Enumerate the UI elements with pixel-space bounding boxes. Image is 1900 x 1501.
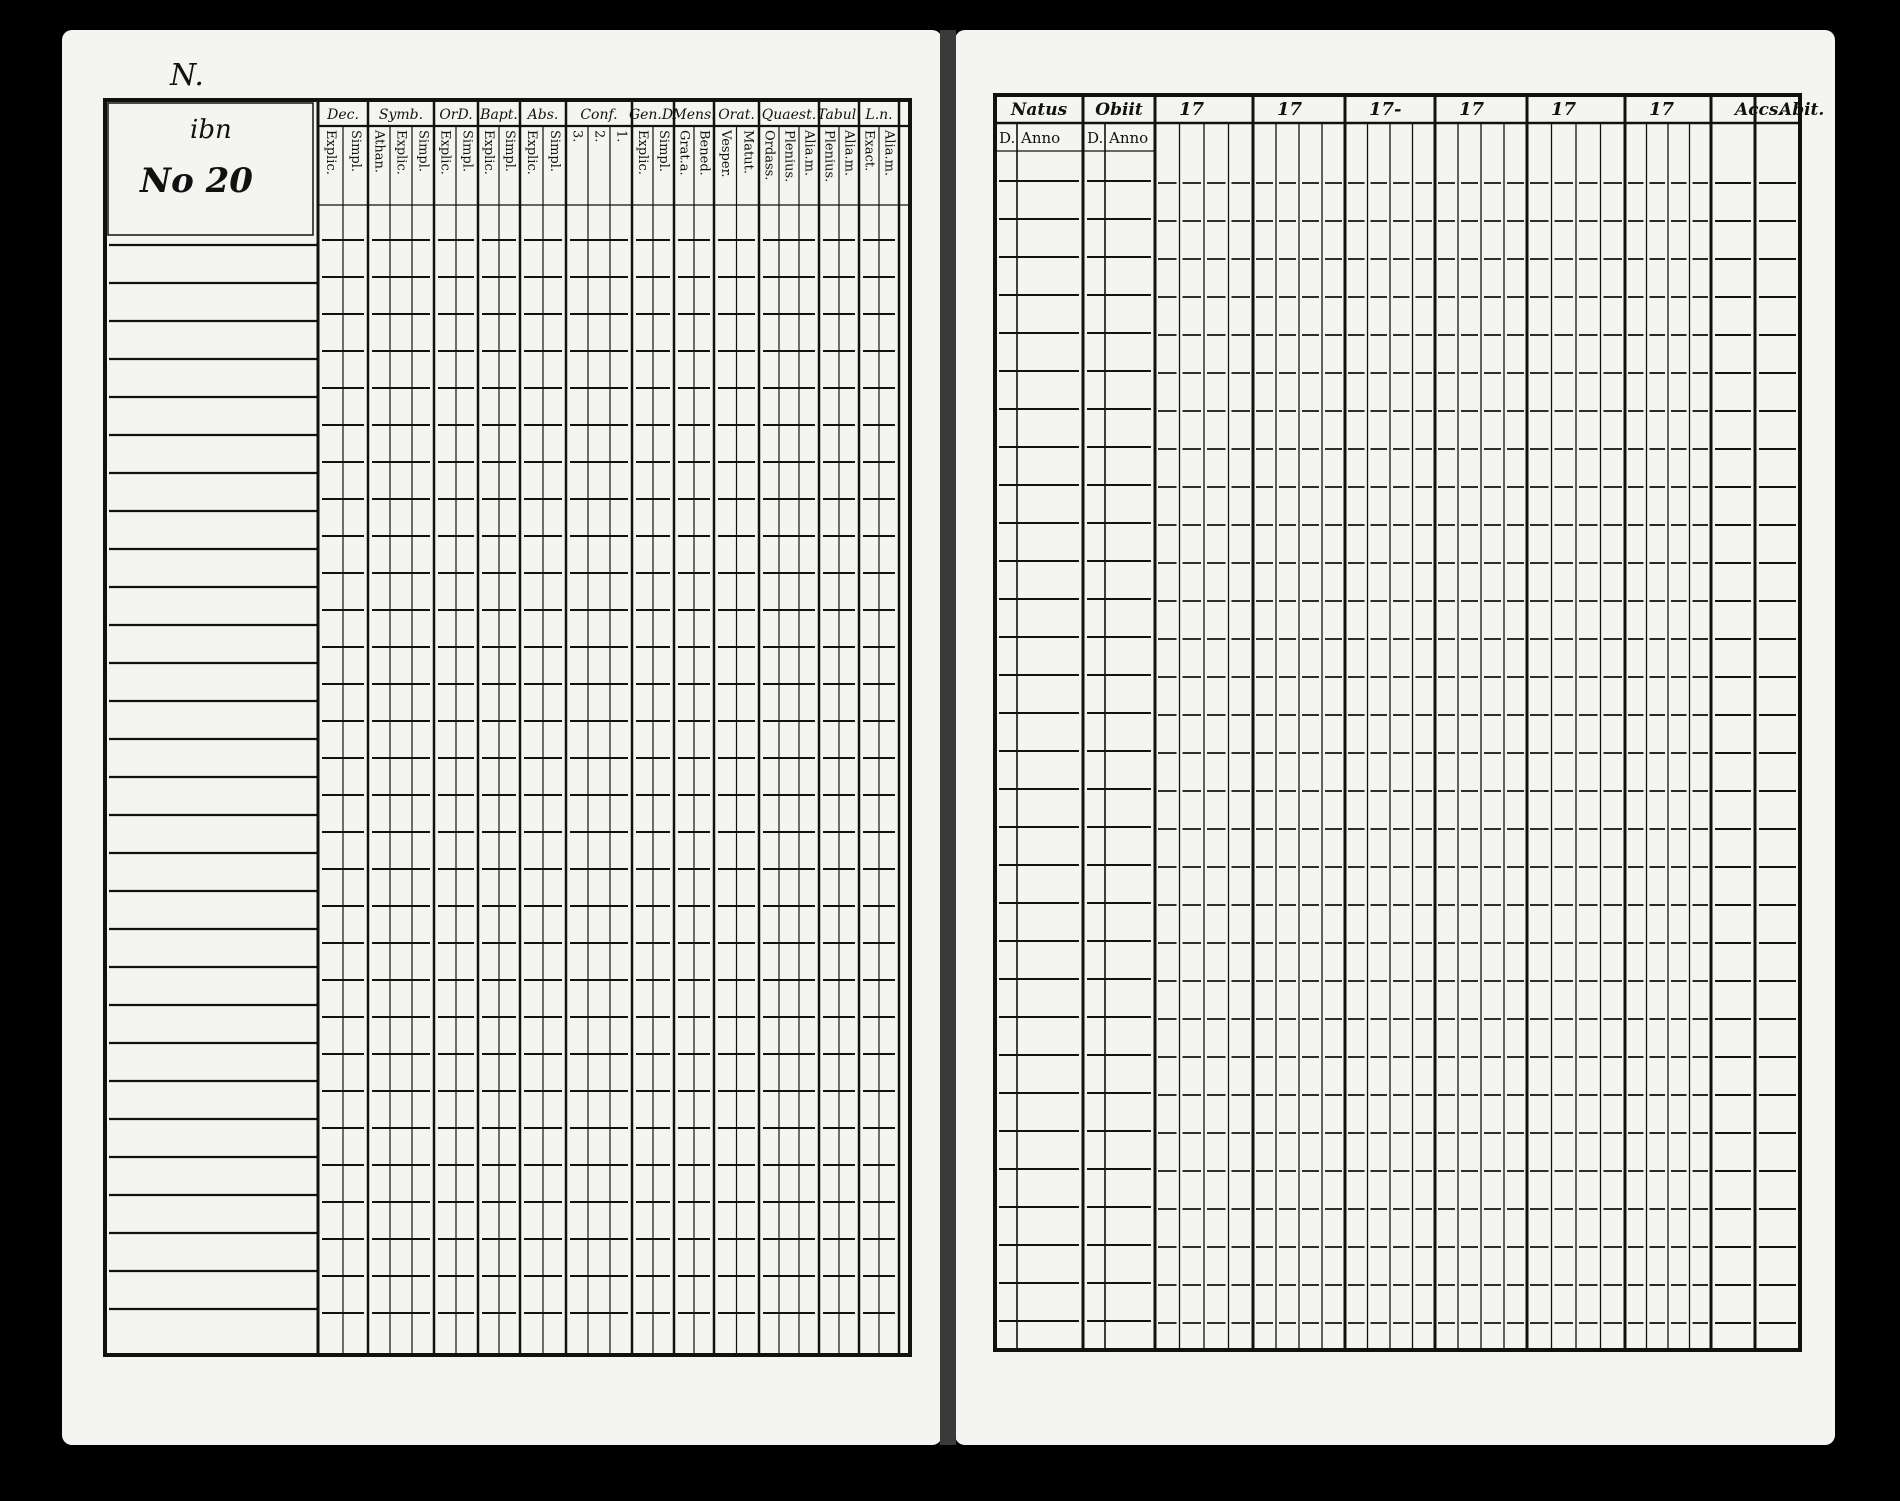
gutter — [940, 30, 956, 1445]
left-subcolumn-label: 2. — [591, 130, 607, 143]
left-column-header: Bapt. — [480, 107, 518, 123]
left-subcolumn-label: Grat.a. — [676, 130, 692, 176]
right-column-header: 17 — [1277, 99, 1303, 120]
left-subcolumn-label: Matut. — [740, 130, 756, 175]
right-column-header: Obiit — [1095, 100, 1143, 120]
right-subcolumn-label: D. — [1087, 129, 1104, 147]
left-subcolumn-label: Exact. — [861, 130, 877, 172]
right-column-header: Abit. — [1779, 100, 1825, 120]
left-subcolumn-label: Vesper. — [717, 130, 733, 178]
left-subcolumn-label: Alia.m. — [841, 130, 857, 177]
right-subcolumn-label: Anno — [1021, 129, 1061, 147]
name-block-script-word: ibn — [190, 115, 232, 145]
right-column-header: Accs. — [1735, 100, 1785, 120]
right-column-header: 17 — [1179, 99, 1205, 120]
left-column-header: Mens. — [672, 107, 716, 123]
left-column-header: Orat. — [718, 107, 755, 123]
right-subcolumn-label: Anno — [1109, 129, 1149, 147]
left-subcolumn-label: Plenius. — [781, 130, 797, 183]
left-subcolumn-label: Explic. — [635, 130, 650, 175]
left-subcolumn-label: Simpl. — [348, 130, 363, 173]
left-subcolumn-label: Bened. — [696, 130, 712, 176]
left-subcolumn-label: Explic. — [323, 130, 338, 175]
left-column-header: Abs. — [527, 107, 559, 123]
left-column-header: L.n. — [865, 107, 893, 123]
left-subcolumn-label: Simpl. — [656, 130, 671, 173]
left-subcolumn-label: 3. — [569, 130, 585, 143]
left-column-header: Symb. — [378, 107, 424, 123]
right-column-header: Natus — [1010, 100, 1068, 120]
left-subcolumn-label: Simpl. — [459, 130, 475, 173]
left-subcolumn-label: Athan. — [371, 130, 387, 174]
corner-mark: N. — [170, 58, 204, 93]
left-subcolumn-label: 1. — [613, 130, 629, 143]
left-column-header: Quaest. — [761, 107, 817, 123]
left-subcolumn-label: Alia.m. — [801, 130, 817, 177]
right-subcolumn-label: D. — [999, 129, 1016, 147]
left-column-header: Conf. — [580, 107, 618, 123]
right-column-header: 17- — [1369, 99, 1402, 120]
left-subcolumn-label: Ordass. — [761, 130, 777, 181]
left-column-header: Gen.D. — [628, 107, 678, 123]
left-subcolumn-label: Explic. — [437, 130, 453, 175]
left-column-header: Tabul. — [817, 107, 861, 123]
right-column-header: 17 — [1459, 99, 1485, 120]
left-subcolumn-label: Plenius. — [821, 130, 837, 183]
left-subcolumn-label: Simpl. — [502, 130, 517, 173]
right-page — [955, 30, 1835, 1445]
left-subcolumn-label: Explic. — [524, 130, 539, 175]
left-column-header: OrD. — [439, 107, 473, 123]
left-subcolumn-label: Simpl. — [547, 130, 562, 173]
left-subcolumn-label: Explic. — [393, 130, 409, 175]
left-subcolumn-label: Simpl. — [415, 130, 431, 173]
left-subcolumn-label: Explic. — [481, 130, 496, 175]
left-column-header: Dec. — [327, 107, 359, 123]
left-subcolumn-label: Alia.m. — [881, 130, 897, 177]
right-column-header: 17 — [1551, 99, 1577, 120]
right-column-header: 17 — [1649, 99, 1675, 120]
name-block-number: No 20 — [140, 161, 253, 201]
